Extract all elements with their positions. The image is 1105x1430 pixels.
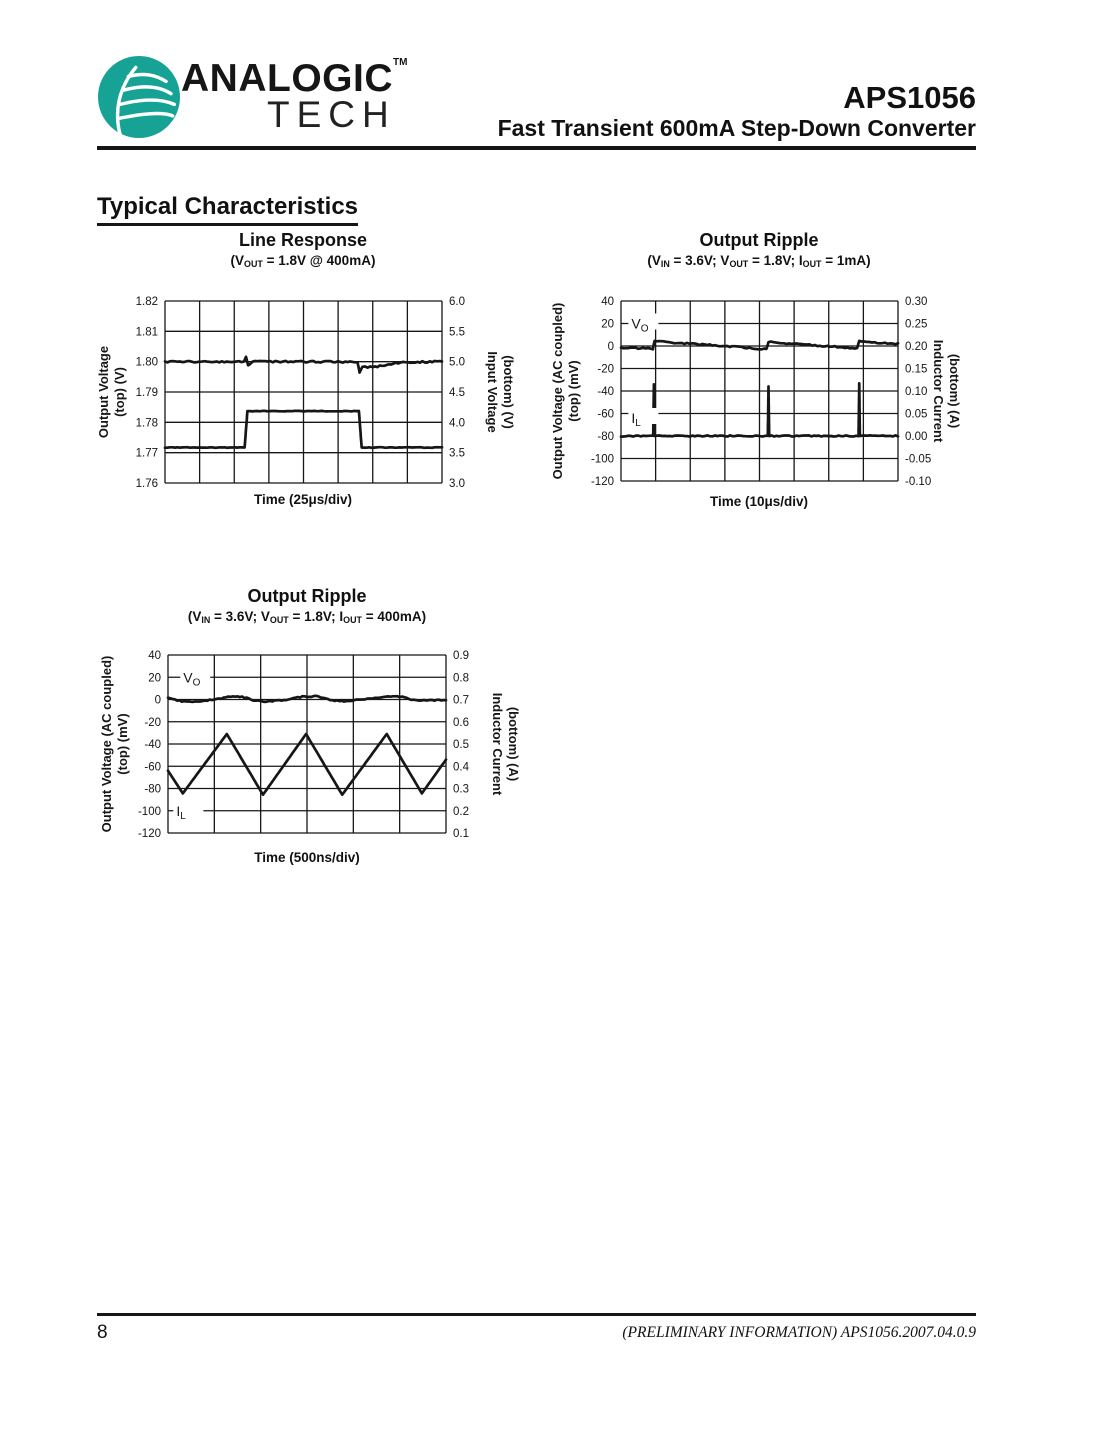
svg-text:0: 0	[607, 341, 614, 353]
svg-text:-40: -40	[597, 386, 614, 398]
line-response-chart	[90, 225, 525, 515]
svg-text:0.6: 0.6	[453, 716, 469, 729]
svg-text:-100: -100	[137, 805, 161, 818]
svg-text:0.10: 0.10	[905, 386, 928, 398]
svg-text:-80: -80	[144, 783, 161, 796]
svg-text:0.05: 0.05	[905, 408, 928, 421]
svg-text:Inductor Current: Inductor Current	[490, 692, 505, 796]
svg-text:40: 40	[148, 650, 161, 662]
svg-text:0.20: 0.20	[905, 341, 928, 353]
svg-text:0.30: 0.30	[905, 296, 928, 308]
chart3-conditions: ($V_{IN} = 3.6V$; $V_{OUT} = 1.8V$; $I_{OUT} = 400mA$)	[187, 609, 427, 625]
svg-text:0.8: 0.8	[453, 672, 469, 685]
svg-text:VO: $V_O$	[183, 669, 201, 689]
svg-text:6.0: 6.0	[449, 296, 465, 308]
svg-text:1.76: 1.76	[135, 478, 158, 490]
svg-text:(top) (V): (top) (V)	[112, 367, 127, 417]
svg-text:0.2: 0.2	[453, 805, 469, 818]
chart2-xlabel: Time (10μs/div)	[709, 494, 809, 509]
svg-text:20: 20	[148, 672, 161, 685]
svg-text:0.1: 0.1	[453, 828, 469, 840]
svg-text:3.0: 3.0	[449, 478, 465, 490]
svg-text:(bottom) (A): (bottom) (A)	[506, 706, 521, 782]
page-number: 8	[97, 1322, 108, 1343]
svg-text:0.7: 0.7	[453, 694, 469, 707]
svg-text:0.3: 0.3	[453, 783, 469, 796]
chart1-xlabel: Time (25μs/div)	[253, 492, 353, 507]
svg-text:IL: $I_L$	[631, 410, 641, 429]
svg-text:40: 40	[601, 296, 614, 308]
svg-text:-120: -120	[590, 476, 614, 488]
chart2-title: Output Ripple	[699, 230, 819, 250]
chart3-xlabel: Time (500ns/div)	[254, 850, 360, 865]
svg-text:(top) (mV): (top) (mV)	[566, 360, 581, 422]
svg-text:1.81: 1.81	[135, 326, 158, 339]
output-ripple-1ma-chart	[545, 225, 980, 515]
svg-text:-60: -60	[597, 408, 614, 421]
svg-text:4.0: 4.0	[449, 417, 465, 430]
header-rule	[97, 146, 976, 150]
svg-text:Inductor Current: Inductor Current	[931, 339, 946, 443]
footer-note: (PRELIMINARY INFORMATION) APS1056.2007.04.0.9	[622, 1324, 976, 1341]
logo-wordmark-analogic: ANALOGIC™	[181, 57, 408, 100]
svg-text:(bottom) (A): (bottom) (A)	[947, 353, 962, 429]
svg-text:5.0: 5.0	[449, 356, 465, 369]
svg-text:0: 0	[154, 694, 161, 707]
svg-text:1.79: 1.79	[135, 387, 158, 399]
svg-text:Output Voltage: Output Voltage	[96, 345, 111, 439]
svg-text:(top) (mV): (top) (mV)	[115, 713, 130, 775]
svg-text:-0.10: -0.10	[905, 476, 932, 488]
svg-text:4.5: 4.5	[449, 387, 465, 399]
svg-text:-40: -40	[144, 739, 161, 751]
svg-text:1.82: 1.82	[135, 296, 158, 308]
svg-text:(bottom) (V): (bottom) (V)	[501, 355, 516, 429]
chart1-title: Line Response	[238, 230, 368, 250]
svg-text:-20: -20	[597, 363, 614, 376]
svg-text:Output Voltage (AC coupled): Output Voltage (AC coupled)	[550, 302, 565, 480]
svg-text:20: 20	[601, 318, 614, 331]
svg-text:0.15: 0.15	[905, 363, 928, 376]
svg-text:1.80: 1.80	[135, 356, 158, 369]
svg-text:3.5: 3.5	[449, 447, 465, 460]
svg-text:IL: $I_L$	[176, 802, 186, 822]
output-ripple-400ma-chart	[93, 579, 528, 869]
svg-text:Output Voltage (AC coupled): Output Voltage (AC coupled)	[99, 655, 114, 833]
chart3-title: Output Ripple	[247, 586, 367, 606]
part-number: APS1056	[843, 80, 976, 115]
svg-text:-0.05: -0.05	[905, 453, 932, 466]
trademark-symbol: TM	[393, 57, 408, 68]
chart1-conditions: ($V_{OUT} = 1.8V$ @ 400mA)	[230, 253, 376, 269]
svg-text:0.5: 0.5	[453, 739, 469, 751]
svg-text:0.00: 0.00	[905, 431, 928, 443]
section-title: Typical Characteristics	[97, 193, 358, 226]
svg-text:-80: -80	[597, 431, 614, 443]
svg-text:-100: -100	[590, 453, 614, 466]
svg-text:-20: -20	[144, 716, 161, 729]
svg-text:0.9: 0.9	[453, 650, 469, 662]
footer-rule	[97, 1313, 976, 1316]
svg-text:0.4: 0.4	[453, 761, 469, 774]
svg-text:-120: -120	[137, 828, 161, 840]
svg-text:VO: $V_O$	[631, 315, 649, 335]
svg-text:5.5: 5.5	[449, 326, 465, 339]
logo-wordmark-tech: TECH	[267, 94, 396, 135]
document-subtitle: Fast Transient 600mA Step-Down Converter	[497, 115, 976, 141]
svg-text:0.25: 0.25	[905, 318, 928, 331]
svg-text:1.77: 1.77	[135, 447, 158, 460]
svg-text:Input Voltage: Input Voltage	[485, 351, 500, 433]
analogictech-leaf-icon	[98, 56, 180, 138]
svg-text:1.78: 1.78	[135, 417, 158, 430]
chart2-conditions: ($V_{IN} = 3.6V$; $V_{OUT} = 1.8V$; $I_{OUT} = 1mA$)	[647, 253, 871, 269]
svg-text:-60: -60	[144, 761, 161, 774]
